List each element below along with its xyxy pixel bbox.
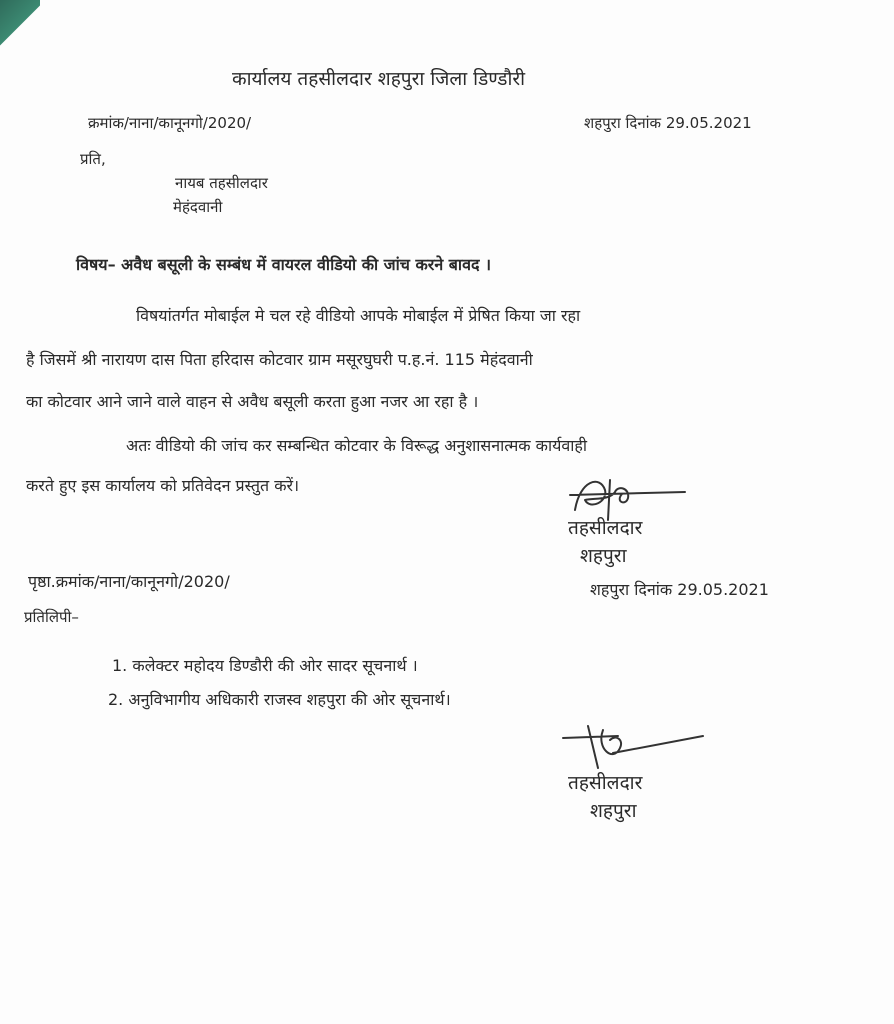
prati-label: प्रति, <box>80 150 106 168</box>
body-line-2: है जिसमें श्री नारायण दास पिता हरिदास कोटवार ग्राम मसूरघुघरी प.ह.नं. 115 मेहंदवानी <box>26 350 533 369</box>
copy-item-1: 1. कलेक्टर महोदय डिण्डौरी की ओर सादर सूचनार्थ । <box>112 656 418 675</box>
copy-label: प्रतिलिपी– <box>24 608 79 626</box>
endorsement-ref-number: पृष्ठा.क्रमांक/नाना/कानूनगो/2020/ <box>28 572 230 591</box>
endorsement-place-date: शहपुरा दिनांक 29.05.2021 <box>590 580 769 599</box>
signature-1-title: तहसीलदार <box>568 517 643 539</box>
copy-item-2: 2. अनुविभागीय अधिकारी राजस्व शहपुरा की ओर सूचनार्थ। <box>108 690 451 709</box>
body-line-3: का कोटवार आने जाने वाले वाहन से अवैध बसूली करता हुआ नजर आ रहा है । <box>26 392 479 411</box>
office-title: कार्यालय तहसीलदार शहपुरा जिला डिण्डौरी <box>232 68 526 90</box>
body-line-5: करते हुए इस कार्यालय को प्रतिवेदन प्रस्तुत करें। <box>26 476 300 495</box>
signature-2 <box>558 718 718 778</box>
background-photo-corner <box>0 0 40 60</box>
signature-2-title: तहसीलदार <box>568 772 643 794</box>
subject-line: विषय– अवैध बसूली के सम्बंध में वायरल वीडियो की जांच करने बावद । <box>76 255 492 274</box>
body-line-1: विषयांतर्गत मोबाईल मे चल रहे वीडियो आपके मोबाईल में प्रेषित किया जा रहा <box>136 306 581 325</box>
body-line-4: अतः वीडियो की जांच कर सम्बन्धित कोटवार के विरूद्ध अनुशासनात्मक कार्यवाही <box>126 436 588 455</box>
place-date: शहपुरा दिनांक 29.05.2021 <box>584 114 752 132</box>
signature-2-place: शहपुरा <box>590 800 637 822</box>
ref-number: क्रमांक/नाना/कानूनगो/2020/ <box>88 114 252 132</box>
recipient-designation: नायब तहसीलदार <box>175 174 268 192</box>
recipient-place: मेहंदवानी <box>173 198 223 216</box>
signature-1-place: शहपुरा <box>580 545 627 567</box>
